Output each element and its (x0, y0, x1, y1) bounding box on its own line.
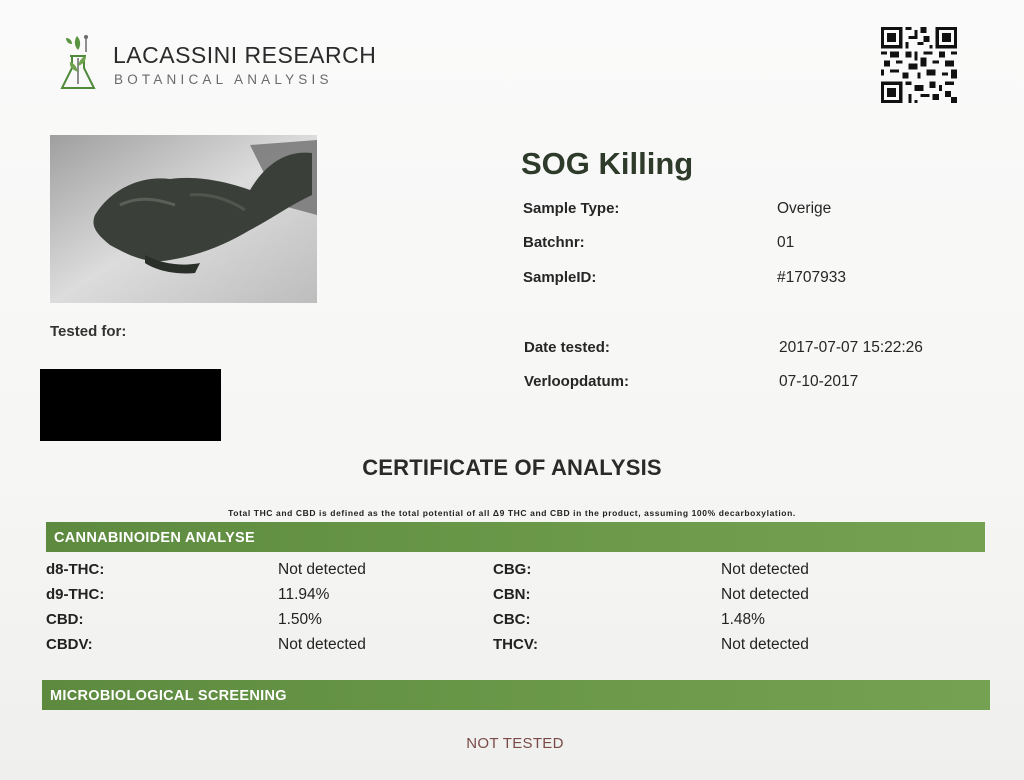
sample-type-value: Overige (777, 200, 832, 217)
expiry-date-value: 07-10-2017 (779, 373, 859, 390)
cannabinoid-value-cbg: Not detected (721, 561, 809, 578)
decarboxylation-note: Total THC and CBD is defined as the total potential of all Δ9 THC and CBD in the product, assuming 100% decarboxylation. (228, 508, 796, 518)
cannabinoids-section-header (46, 522, 985, 552)
cannabinoid-label-d8-thc: d8-THC: (46, 561, 105, 578)
cannabinoid-label-d9-thc: d9-THC: (46, 586, 105, 603)
cannabinoid-value-cbd: 1.50% (278, 611, 322, 628)
redacted-client-block (40, 369, 221, 441)
botanical-flask-logo-icon (58, 32, 98, 94)
cannabinoid-label-cbn: CBN: (493, 586, 531, 603)
certificate-title: CERTIFICATE OF ANALYSIS (362, 455, 662, 480)
cannabinoid-value-d8-thc: Not detected (278, 561, 366, 578)
product-name: SOG Killing (521, 146, 694, 181)
sample-type-label: Sample Type: (523, 200, 620, 217)
cannabinoid-value-cbc: 1.48% (721, 611, 765, 628)
cannabinoid-label-cbg: CBG: (493, 561, 532, 578)
sample-id-label: SampleID: (523, 269, 597, 286)
cannabinoid-value-cbdv: Not detected (278, 636, 366, 653)
cannabinoid-label-thcv: THCV: (493, 636, 538, 653)
microbiological-heading: MICROBIOLOGICAL SCREENING (50, 688, 287, 704)
sample-photo (50, 135, 317, 303)
cannabinoid-label-cbd: CBD: (46, 611, 84, 628)
cannabinoid-label-cbdv: CBDV: (46, 636, 93, 653)
sample-id-value: #1707933 (777, 269, 846, 286)
brand-tagline: BOTANICAL ANALYSIS (114, 72, 333, 87)
cannabinoid-value-cbn: Not detected (721, 586, 809, 603)
microbiological-section-header (42, 680, 990, 710)
cannabinoid-value-d9-thc: 11.94% (278, 586, 330, 603)
date-tested-label: Date tested: (524, 339, 610, 356)
qr-code-icon[interactable] (879, 27, 959, 103)
cannabinoids-heading: CANNABINOIDEN ANALYSE (54, 530, 255, 546)
date-tested-value: 2017-07-07 15:22:26 (779, 339, 923, 356)
batch-number-label: Batchnr: (523, 234, 585, 251)
tested-for-label: Tested for: (50, 323, 127, 340)
cannabinoid-value-thcv: Not detected (721, 636, 809, 653)
microbiological-result: NOT TESTED (466, 735, 564, 752)
cannabinoid-label-cbc: CBC: (493, 611, 531, 628)
expiry-date-label: Verloopdatum: (524, 373, 630, 390)
batch-number-value: 01 (777, 234, 795, 251)
brand-name: LACASSINI RESEARCH (113, 42, 377, 68)
